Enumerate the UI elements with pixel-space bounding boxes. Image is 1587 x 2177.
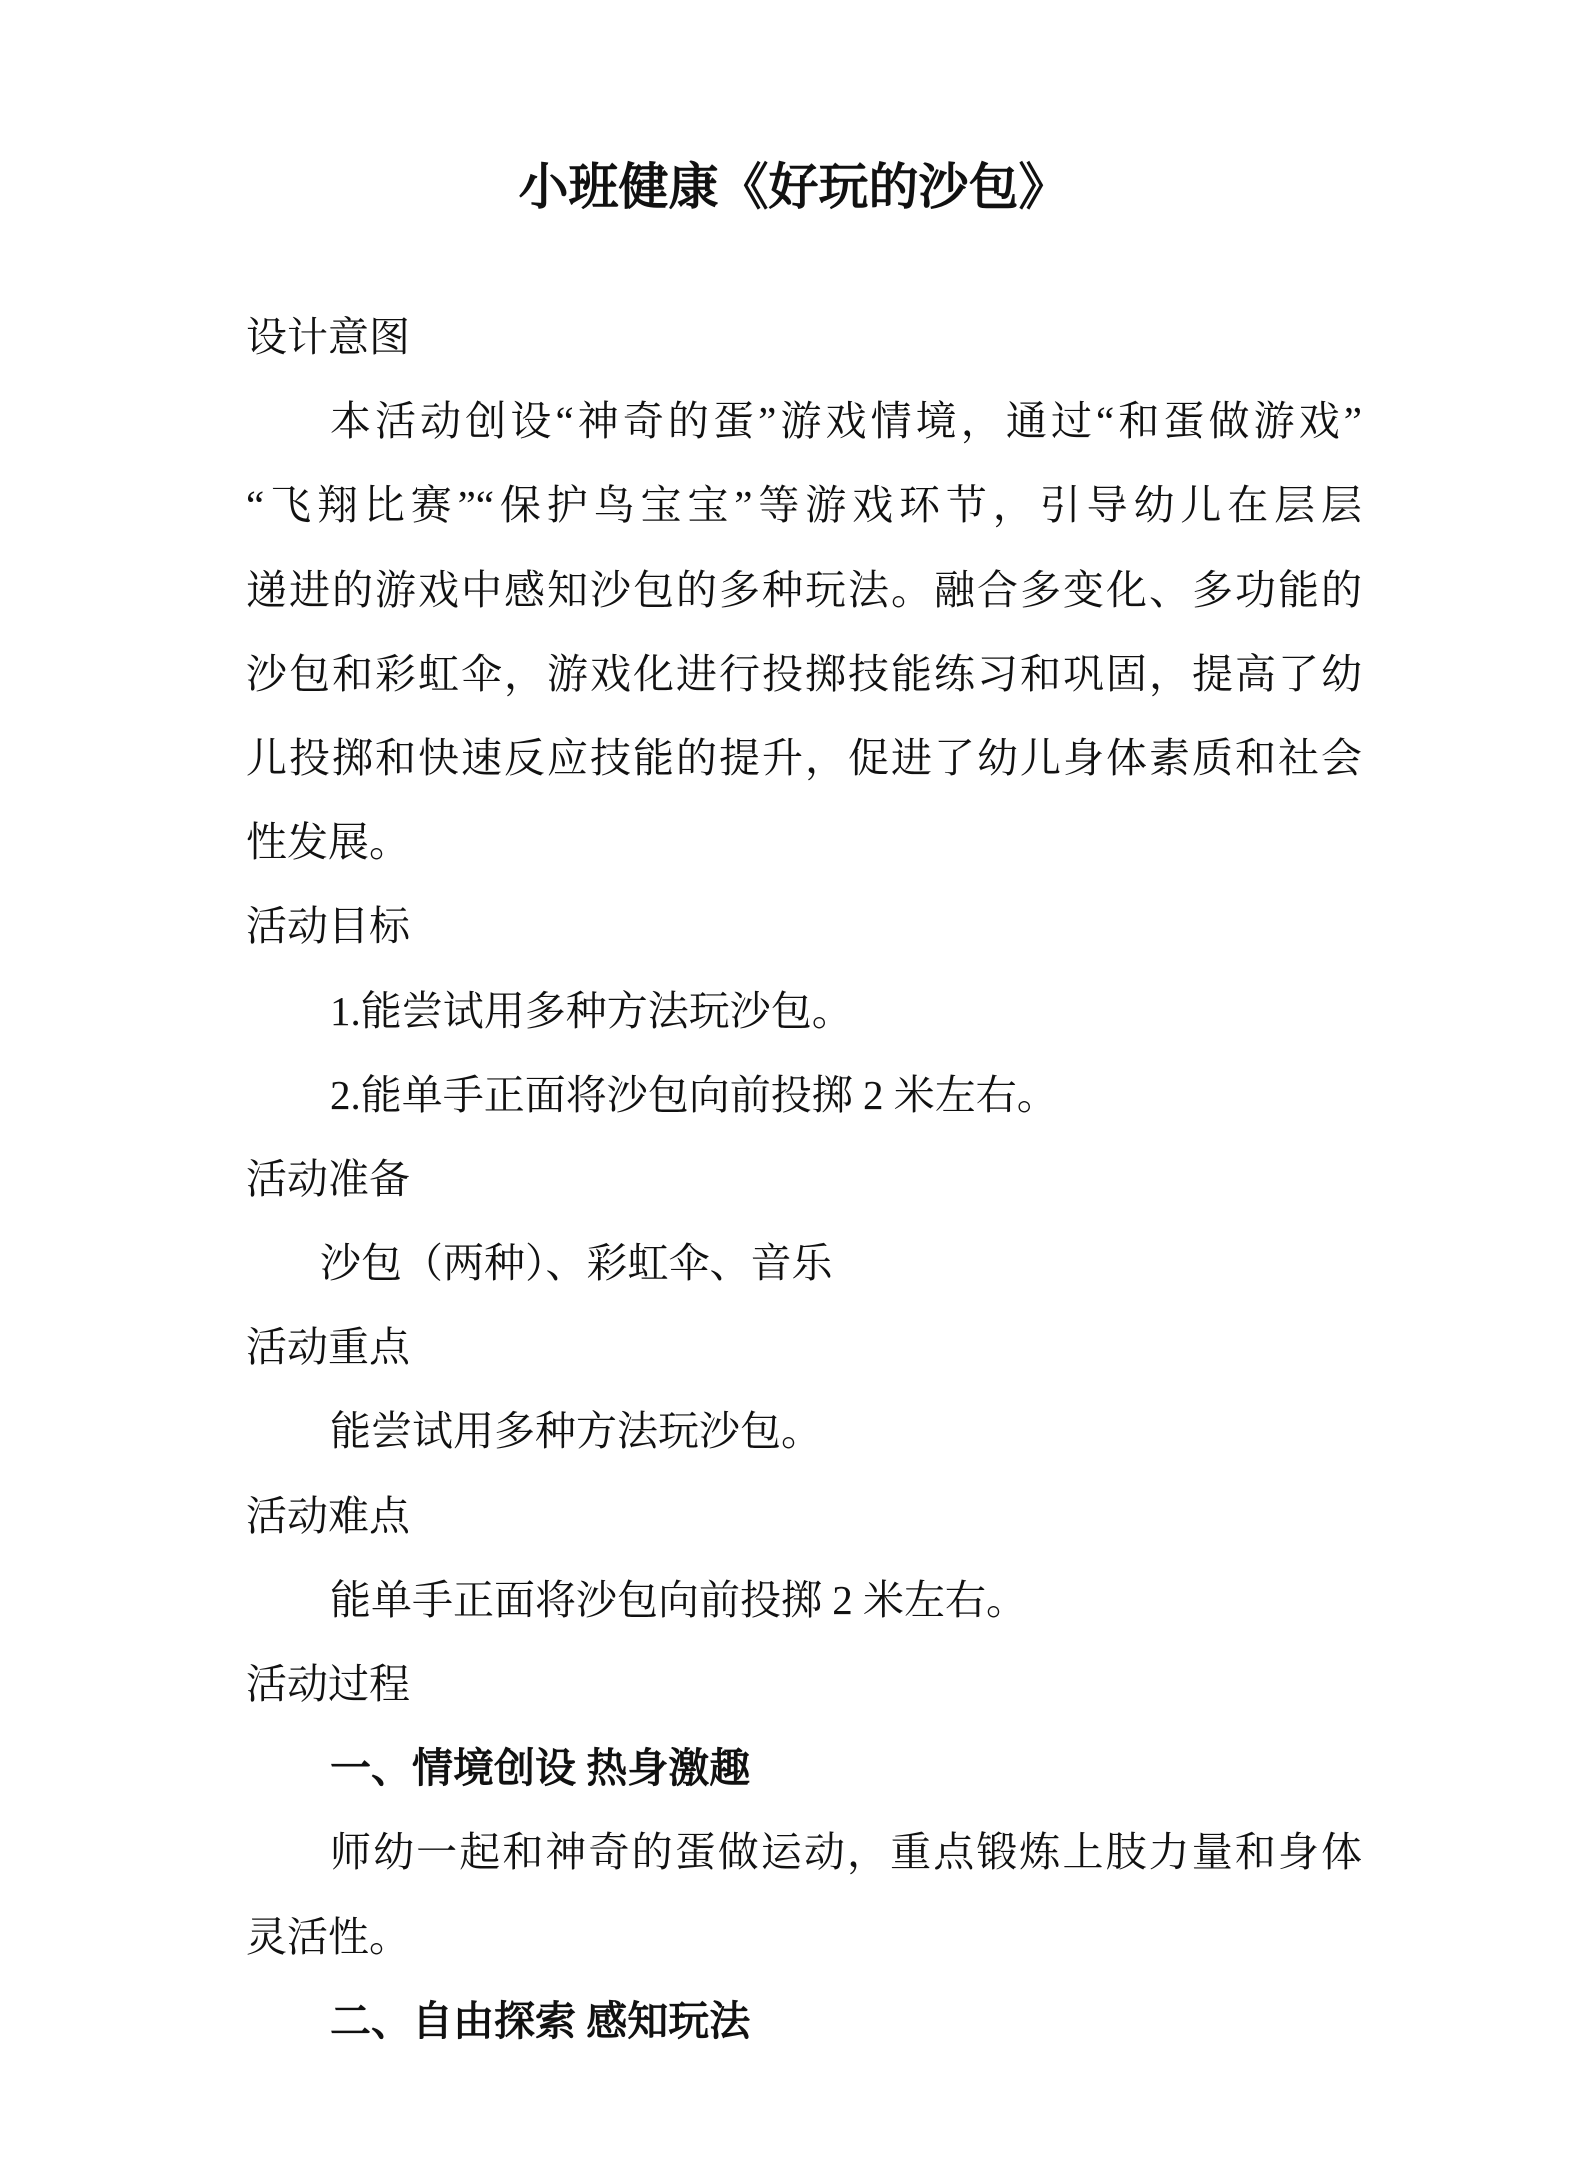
- heading-design-intent: 设计意图: [246, 314, 410, 360]
- heading-key-point: 活动重点: [246, 1324, 410, 1371]
- heading-process: 活动过程: [246, 1661, 410, 1707]
- document-title: 小班健康《好玩的沙包》: [518, 159, 1069, 215]
- paragraph-line: 递进的游戏中感知沙包的多种玩法。融合多变化、多功能的: [246, 566, 1362, 613]
- paragraph-line: 性发展。: [246, 819, 410, 866]
- paragraph-line: 师幼一起和神奇的蛋做运动，重点锻炼上肢力量和身体: [330, 1829, 1362, 1876]
- heading-goals: 活动目标: [246, 903, 410, 950]
- preparation-text: 沙包（两种）、彩虹伞、音乐: [320, 1240, 833, 1287]
- difficulty-text: 能单手正面将沙包向前投掷 2 米左右。: [330, 1576, 1027, 1623]
- heading-difficulty: 活动难点: [246, 1492, 410, 1539]
- paragraph-line: 沙包和彩虹伞，游戏化进行投掷技能练习和巩固，提高了幼: [246, 650, 1362, 697]
- paragraph-line: 本活动创设“神奇的蛋”游戏情境，通过“和蛋做游戏”: [330, 398, 1362, 445]
- paragraph-line: 儿投掷和快速反应技能的提升，促进了幼儿身体素质和社会: [246, 734, 1362, 781]
- step2-heading: 二、自由探索 感知玩法: [330, 1997, 751, 2044]
- paragraph-line: 灵活性。: [246, 1913, 410, 1960]
- step1-heading: 一、情境创设 热身激趣: [330, 1745, 751, 1792]
- goal-item: 1.能尝试用多种方法玩沙包。: [330, 987, 853, 1034]
- goal-item: 2.能单手正面将沙包向前投掷 2 米左右。: [330, 1071, 1058, 1118]
- document-body: [246, 295, 1362, 2063]
- heading-preparation: 活动准备: [246, 1155, 410, 1202]
- key-point-text: 能尝试用多种方法玩沙包。: [330, 1408, 822, 1455]
- paragraph-line: “飞翔比赛”“保护鸟宝宝”等游戏环节，引导幼儿在层层: [246, 482, 1362, 529]
